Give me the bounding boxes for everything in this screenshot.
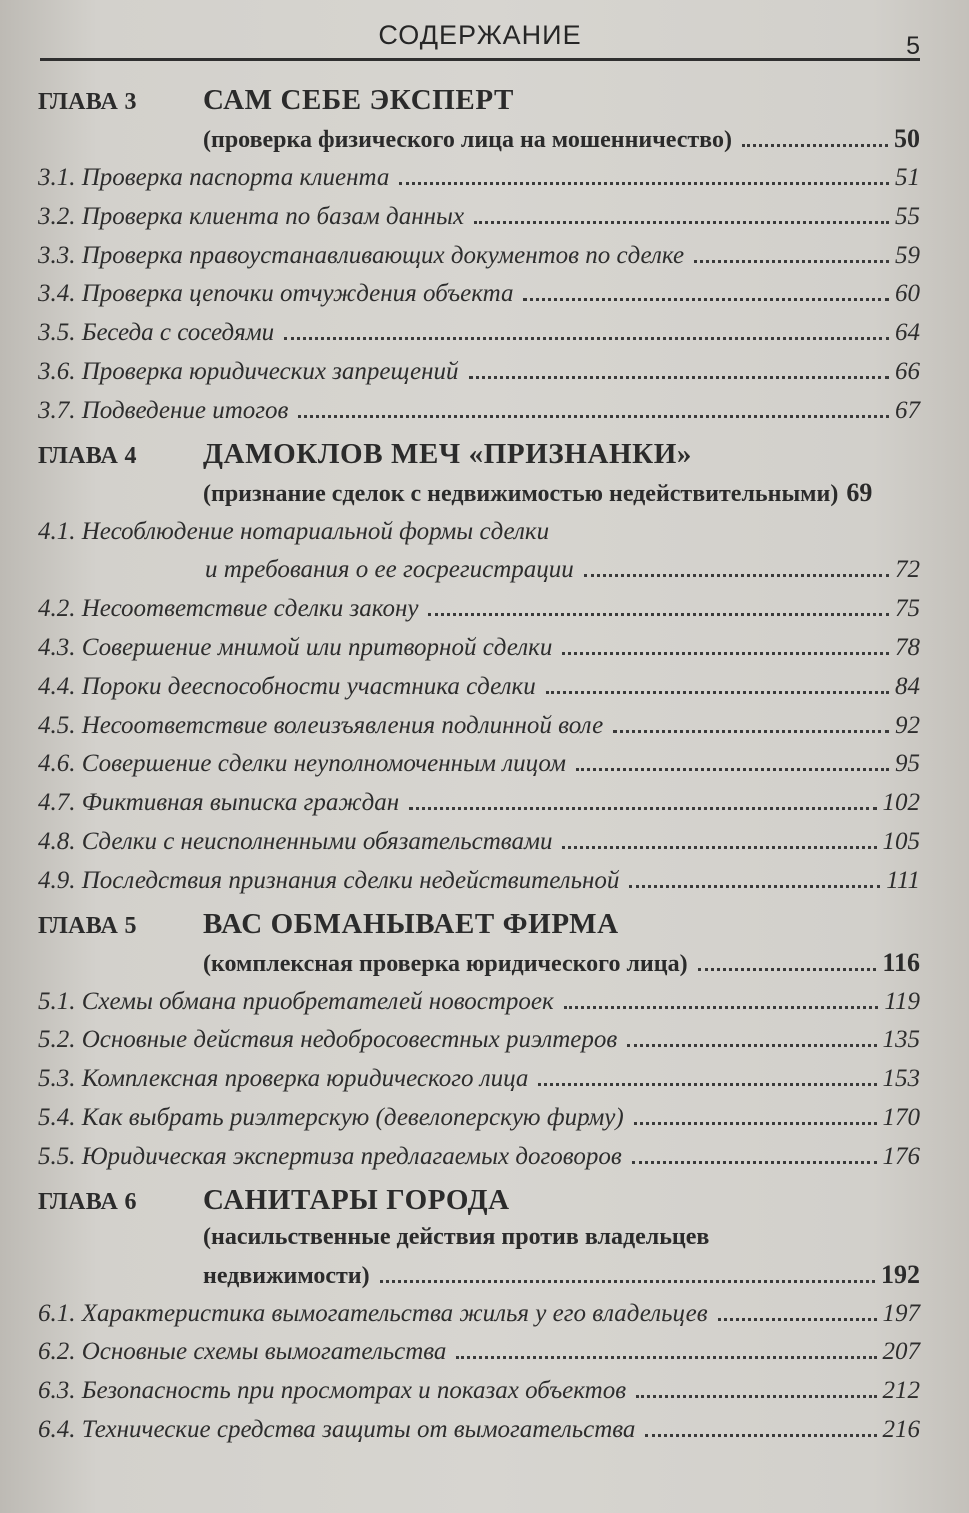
toc-entry — [38, 712, 920, 751]
page-number: 5 — [906, 32, 920, 60]
entry-title: 6.1. Характеристика вымогательства жилья у его владельцев — [38, 1299, 708, 1327]
chapter-subtitle: (признание сделок с недвижимостью недействительными) — [203, 480, 839, 507]
chapter-subtitle: (проверка физического лица на мошенничество) — [203, 127, 732, 153]
header-title: СОДЕРЖАНИЕ — [378, 20, 582, 50]
toc-entry — [38, 242, 920, 281]
entry-page: 78 — [895, 633, 920, 661]
toc-entry — [38, 750, 920, 789]
toc-entry — [38, 634, 920, 673]
entry-page: 66 — [895, 357, 920, 385]
entry-page: 55 — [895, 202, 920, 230]
entry-page: 111 — [886, 866, 920, 894]
toc-entry — [38, 280, 920, 319]
dot-leader — [380, 1280, 875, 1283]
chapter-5 — [38, 908, 920, 1182]
entry-title: 6.3. Безопасность при просмотрах и показах объектов — [38, 1377, 627, 1405]
dot-leader — [613, 730, 889, 733]
toc-entry — [38, 828, 920, 867]
entry-page: 176 — [882, 1142, 920, 1170]
dot-leader — [694, 260, 889, 263]
entry-title: 4.3. Совершение мнимой или притворной сделки — [38, 633, 553, 661]
dot-leader — [474, 221, 889, 224]
dot-leader — [546, 691, 889, 694]
running-header — [40, 12, 920, 61]
dot-leader — [469, 376, 889, 379]
entry-page: 75 — [895, 595, 920, 623]
dot-leader — [718, 1318, 877, 1321]
entry-page: 119 — [884, 987, 920, 1015]
entry-page: 72 — [895, 556, 920, 584]
entry-page: 67 — [895, 396, 920, 424]
entry-title: 4.4. Пороки дееспособности участника сделки — [38, 672, 536, 700]
entry-title: 3.4. Проверка цепочки отчуждения объекта — [38, 280, 514, 308]
toc-entry — [38, 867, 920, 906]
entry-title: 5.1. Схемы обмана приобретателей новостроек — [38, 987, 554, 1015]
chapter-label: ГЛАВА 6 — [38, 1188, 137, 1215]
dot-leader — [562, 652, 889, 655]
dot-leader — [456, 1356, 876, 1359]
entry-title: 5.3. Комплексная проверка юридического лица — [38, 1065, 529, 1093]
toc-entry — [38, 319, 920, 358]
entry-title: 3.7. Подведение итогов — [38, 396, 289, 424]
entry-title: 6.2. Основные схемы вымогательства — [38, 1338, 447, 1366]
toc-entry — [38, 397, 920, 436]
toc-entry — [38, 518, 920, 596]
entry-page: 207 — [882, 1338, 920, 1366]
dot-leader — [742, 144, 888, 147]
dot-leader — [399, 182, 889, 185]
entry-page: 212 — [882, 1377, 920, 1405]
entry-page: 64 — [895, 319, 920, 347]
dot-leader — [298, 415, 889, 418]
chapter-4 — [38, 438, 920, 906]
chapter-title: ДАМОКЛОВ МЕЧ «ПРИЗНАНКИ» — [203, 437, 693, 470]
dot-leader — [428, 613, 889, 616]
entry-page: 51 — [895, 164, 920, 191]
entry-page: 84 — [895, 672, 920, 700]
toc-entry — [38, 1026, 920, 1065]
dot-leader — [564, 1006, 879, 1009]
toc-entry — [38, 673, 920, 712]
entry-title: 5.2. Основные действия недобросовестных риэлтеров — [38, 1026, 618, 1054]
entry-title: 4.5. Несоответствие волеизъявления подлинной воле — [38, 711, 604, 739]
entry-title: 5.4. Как выбрать риэлтерскую (девелоперскую фирму) — [38, 1103, 624, 1131]
toc-entry — [38, 1338, 920, 1377]
dot-leader — [562, 846, 876, 849]
dot-leader — [409, 807, 876, 810]
chapter-6 — [38, 1184, 920, 1455]
chapter-subtitle-continued: недвижимости) — [203, 1262, 370, 1289]
chapter-label: ГЛАВА 3 — [38, 89, 137, 115]
entry-page: 216 — [882, 1415, 920, 1443]
entry-title: 3.5. Беседа с соседями — [38, 319, 275, 347]
entry-page: 170 — [882, 1103, 920, 1131]
dot-leader — [698, 968, 877, 971]
chapter-title: ВАС ОБМАНЫВАЕТ ФИРМА — [203, 907, 619, 940]
entry-title: 3.3. Проверка правоустанавливающих документов по сделке — [38, 241, 685, 269]
toc-entry — [38, 358, 920, 397]
chapter-3 — [38, 84, 920, 436]
entry-title: 4.1. Несоблюдение нотариальной формы сделки — [38, 517, 550, 545]
toc-entry — [38, 1377, 920, 1416]
dot-leader — [636, 1395, 876, 1398]
table-of-contents — [38, 84, 920, 1457]
dot-leader — [645, 1434, 876, 1437]
entry-page: 59 — [895, 241, 920, 269]
toc-entry — [38, 595, 920, 634]
chapter-page: 69 — [846, 477, 873, 507]
entry-title: 4.9. Последствия признания сделки недействительной — [38, 866, 620, 894]
toc-entry — [38, 1300, 920, 1339]
entry-title: 6.4. Технические средства защиты от вымогательства — [38, 1415, 636, 1443]
dot-leader — [627, 1044, 876, 1047]
toc-entry — [38, 164, 920, 203]
entry-page: 105 — [882, 827, 920, 855]
chapter-subtitle: (насильственные действия против владельцев — [203, 1223, 710, 1250]
dot-leader — [634, 1122, 877, 1125]
chapter-title: САМ СЕБЕ ЭКСПЕРТ — [203, 84, 514, 116]
toc-entry — [38, 1065, 920, 1104]
dot-leader — [523, 298, 889, 301]
toc-entry — [38, 203, 920, 242]
toc-entry — [38, 1143, 920, 1182]
toc-entry — [38, 789, 920, 828]
dot-leader — [576, 768, 889, 771]
toc-entry — [38, 1104, 920, 1143]
chapter-subtitle: (комплексная проверка юридического лица) — [203, 950, 688, 977]
chapter-title: САНИТАРЫ ГОРОДА — [203, 1183, 510, 1216]
toc-entry — [38, 1416, 920, 1455]
entry-page: 102 — [882, 789, 920, 817]
dot-leader — [584, 574, 889, 577]
dot-leader — [538, 1083, 876, 1086]
chapter-label: ГЛАВА 4 — [38, 442, 137, 469]
entry-title: 4.6. Совершение сделки неуполномоченным лицом — [38, 750, 566, 778]
chapter-page: 116 — [882, 947, 920, 977]
chapter-page: 192 — [881, 1259, 920, 1289]
entry-title-continued: и требования о ее госрегистрации — [205, 556, 574, 584]
entry-page: 153 — [882, 1065, 920, 1093]
chapter-page: 50 — [894, 124, 920, 153]
entry-title: 4.8. Сделки с неисполненными обязательствами — [38, 827, 553, 855]
entry-page: 95 — [895, 750, 920, 778]
toc-entry — [38, 988, 920, 1027]
entry-page: 197 — [882, 1299, 920, 1327]
entry-title: 3.1. Проверка паспорта клиента — [38, 164, 390, 191]
dot-leader — [632, 1161, 877, 1164]
entry-title: 3.2. Проверка клиента по базам данных — [38, 202, 465, 230]
entry-title: 4.2. Несоответствие сделки закону — [38, 595, 419, 623]
entry-title: 3.6. Проверка юридических запрещений — [38, 357, 459, 385]
dot-leader — [284, 337, 889, 340]
dot-leader — [629, 885, 880, 888]
entry-page: 60 — [895, 280, 920, 308]
chapter-label: ГЛАВА 5 — [38, 912, 137, 939]
entry-title: 5.5. Юридическая экспертиза предлагаемых договоров — [38, 1142, 622, 1170]
entry-title: 4.7. Фиктивная выписка граждан — [38, 789, 400, 817]
entry-page: 135 — [882, 1026, 920, 1054]
entry-page: 92 — [895, 711, 920, 739]
